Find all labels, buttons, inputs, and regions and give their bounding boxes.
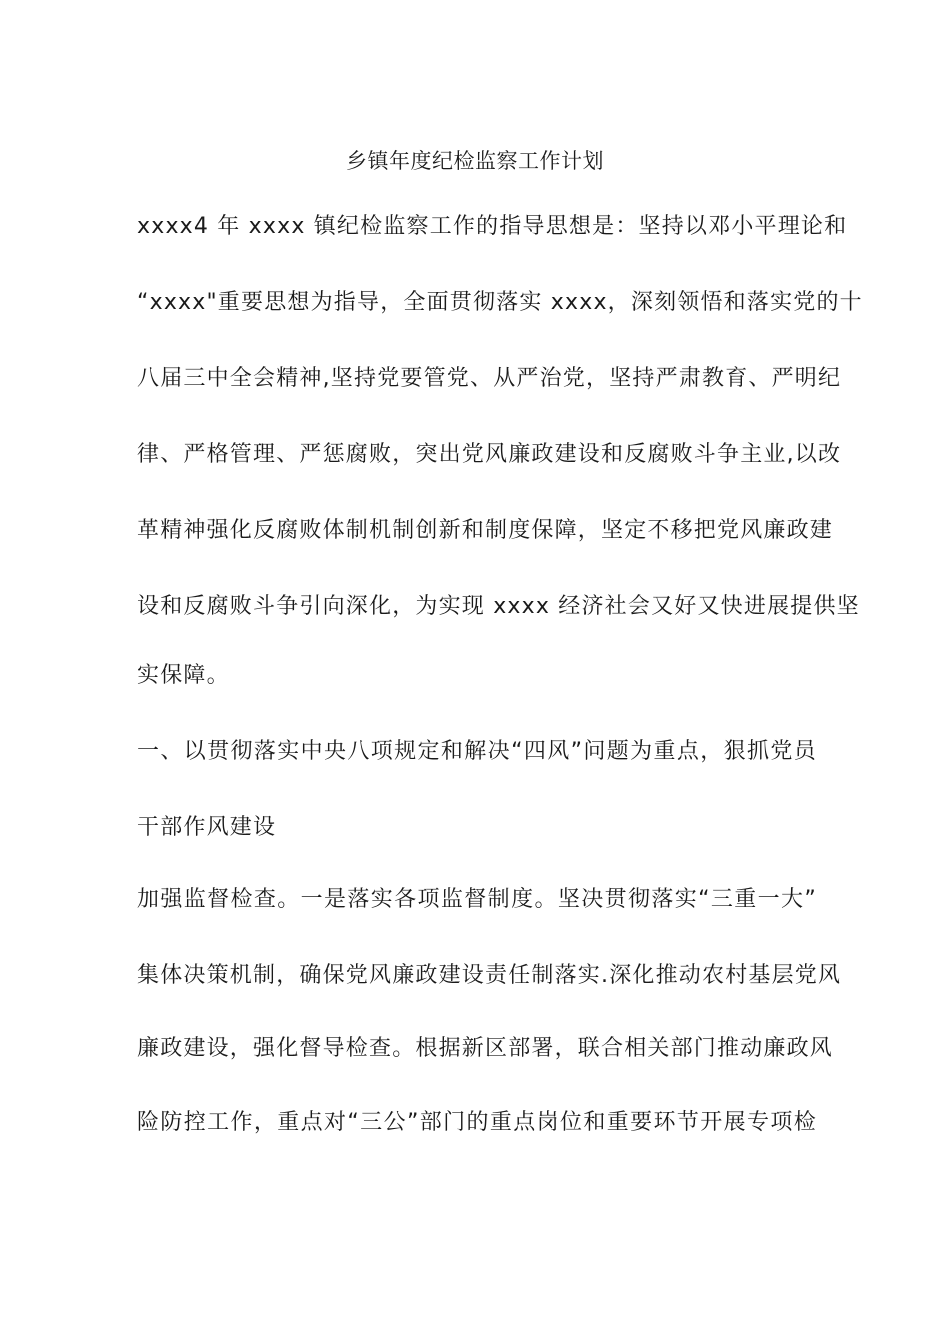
paragraph-line: “xxxx"重要思想为指导，全面贯彻落实 xxxx，深刻领悟和落实党的十 xyxy=(137,290,863,315)
paragraph-line: 集体决策机制，确保党风廉政建设责任制落实.深化推动农村基层党风 xyxy=(137,963,842,988)
paragraph-line: 革精神强化反腐败体制机制创新和制度保障，坚定不移把党风廉政建 xyxy=(137,518,834,543)
paragraph-line: 律、严格管理、严惩腐败，突出党风廉政建设和反腐败斗争主业,以改 xyxy=(137,442,842,467)
paragraph-line: 廉政建设，强化督导检查。根据新区部署，联合相关部门推动廉政风 xyxy=(137,1036,834,1061)
section-heading-line: 一、以贯彻落实中央八项规定和解决“四风”问题为重点，狠抓党员 xyxy=(137,739,817,764)
document-title: 乡镇年度纪检监察工作计划 xyxy=(346,149,604,173)
paragraph-line: 加强监督检查。一是落实各项监督制度。坚决贯彻落实“三重一大” xyxy=(137,887,817,912)
paragraph-line: 实保障。 xyxy=(137,663,230,688)
paragraph-line: 险防控工作，重点对“三公”部门的重点岗位和重要环节开展专项检 xyxy=(137,1110,817,1135)
section-heading-line: 干部作风建设 xyxy=(137,815,277,840)
paragraph-line: 设和反腐败斗争引向深化，为实现 xxxx 经济社会又好又快进展提供坚 xyxy=(137,594,860,619)
paragraph-line: 八届三中全会精神,坚持党要管党、从严治党，坚持严肃教育、严明纪 xyxy=(137,366,842,391)
paragraph-line: xxxx4 年 xxxx 镇纪检监察工作的指导思想是：坚持以邓小平理论和 xyxy=(137,214,848,239)
